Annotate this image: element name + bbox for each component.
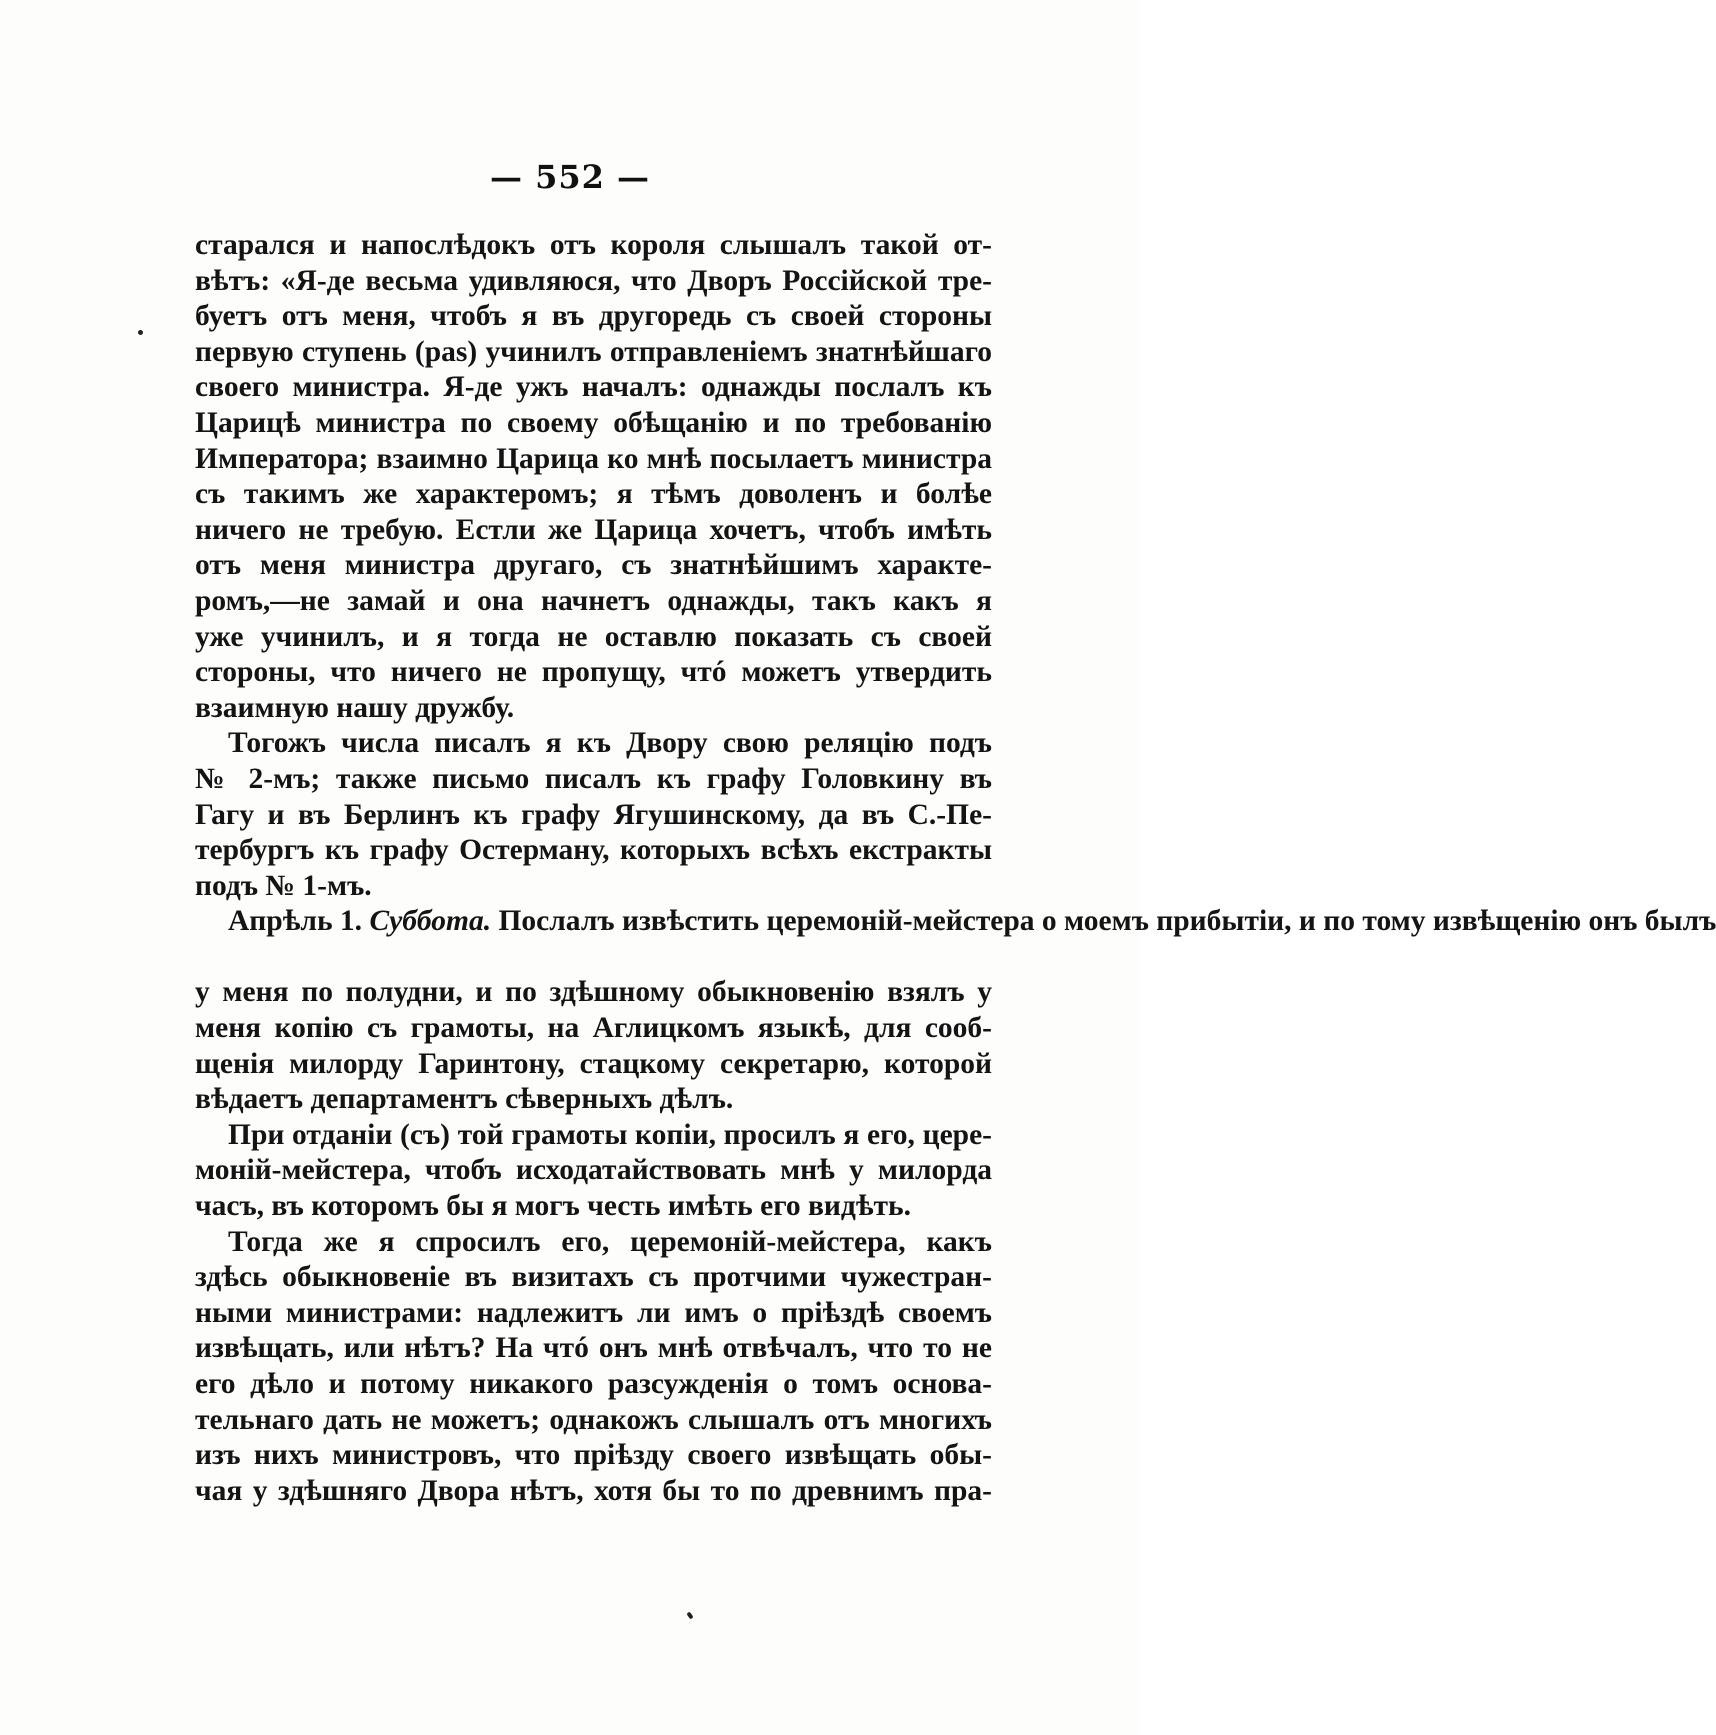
text-line: чая у здѣшняго Двора нѣтъ, хотя бы то по древнимъ пра- xyxy=(195,1474,992,1507)
text-line: Императора; взаимно Царица ко мнѣ посылаетъ министра xyxy=(195,442,992,475)
text-line: часъ, въ которомъ бы я могъ честь имѣть его видѣть. xyxy=(195,1190,912,1223)
text-line: моній-мейстера, чтобъ исходатайствовать мнѣ у милорда xyxy=(195,1154,992,1187)
paragraph-1 xyxy=(195,228,992,726)
text-line: вѣтъ: «Я-де весьма удивляюся, что Дворъ Россійской тре- xyxy=(195,264,992,297)
text-line: № 2-мъ; также письмо писалъ къ графу Головкину въ xyxy=(195,762,992,795)
text-line: щенія милорду Гаринтону, стацкому секретарю, которой xyxy=(195,1047,992,1080)
text-line: съ такимъ же характеромъ; я тѣмъ доволенъ и болѣе xyxy=(195,478,992,511)
text-line: Царицѣ министра по своему обѣщанію и по требованію xyxy=(195,406,992,439)
scan-speck xyxy=(138,330,143,335)
text-line: подъ № 1-мъ. xyxy=(195,869,372,902)
text-line: При отданіи (съ) той грамоты копіи, просилъ я его, цере- xyxy=(228,1118,992,1151)
text-line-dated xyxy=(195,904,1716,940)
text-line: вѣдаетъ департаментъ сѣверныхъ дѣлъ. xyxy=(195,1083,734,1116)
text-line: отъ меня министра другаго, съ знатнѣйшимъ характе- xyxy=(195,549,992,582)
text-line: буетъ отъ меня, чтобъ я въ другоредь съ своей стороны xyxy=(195,300,992,333)
text-line: извѣщать, или нѣтъ? На чтó онъ мнѣ отвѣчалъ, что то не xyxy=(195,1332,992,1365)
text-line: его дѣло и потому никакого разсужденія о томъ основа- xyxy=(195,1368,992,1400)
text-line: Тогда же я спросилъ его, церемоній-мейстера, какъ xyxy=(228,1225,992,1258)
text-line: тербургъ къ графу Остерману, которыхъ всѣхъ екстракты xyxy=(195,834,992,867)
text-line: у меня по полудни, и по здѣшному обыкновенію взялъ у xyxy=(195,976,992,1009)
text-line: старался и напослѣдокъ отъ короля слышалъ такой от- xyxy=(195,229,992,261)
page-number: — 552 — xyxy=(489,158,651,196)
paragraph-2 xyxy=(195,726,992,904)
text-line: изъ нихъ министровъ, что пріѣзду своего извѣщать обы- xyxy=(195,1439,992,1472)
text-line: взаимную нашу дружбу. xyxy=(195,691,515,724)
text-line: тельнаго дать не можетъ; однакожъ слышалъ отъ многихъ xyxy=(195,1403,992,1436)
date-lead: Апрѣль 1. xyxy=(228,905,370,938)
text-line: своего министра. Я-де ужъ началъ: однажды послалъ къ xyxy=(195,371,992,404)
text-line: меня копію съ грамоты, на Аглицкомъ языкѣ, для сооб- xyxy=(195,1012,992,1045)
text-line: уже учинилъ, и я тогда не оставлю показать съ своей xyxy=(195,620,992,653)
weekday: Суббота. xyxy=(369,905,492,938)
text-line: Тогожъ числа писалъ я къ Двору свою реляцію подъ xyxy=(228,727,992,760)
text-line: стороны, что ничего не пропущу, чтó можетъ утвердить xyxy=(195,656,992,689)
paragraph-3 xyxy=(195,904,1716,1118)
text-line: Гагу и въ Берлинъ къ графу Ягушинскому, да въ С.-Пе- xyxy=(195,798,992,831)
text-fragment: Послалъ извѣстить церемоній-мейстера о моемъ прибытіи, и по тому извѣщенію онъ былъ xyxy=(491,905,1716,938)
scan-speck xyxy=(686,1611,693,1619)
paragraph-5 xyxy=(195,1225,992,1510)
text-line xyxy=(195,940,992,976)
text-line: первую ступень (pas) учинилъ отправленіемъ знатнѣйшаго xyxy=(195,335,992,368)
text-line: здѣсь обыкновеніе въ визитахъ съ протчими чужестран- xyxy=(195,1261,992,1294)
text-line: ромъ,—не замай и она начнетъ однажды, такъ какъ я xyxy=(195,584,992,617)
body-text xyxy=(195,228,1716,1509)
text-line: ными министрами: надлежитъ ли имъ о пріѣздѣ своемъ xyxy=(195,1296,992,1329)
text-line: ничего не требую. Естли же Царица хочетъ, чтобъ имѣть xyxy=(195,513,992,546)
paragraph-4 xyxy=(195,1118,992,1225)
